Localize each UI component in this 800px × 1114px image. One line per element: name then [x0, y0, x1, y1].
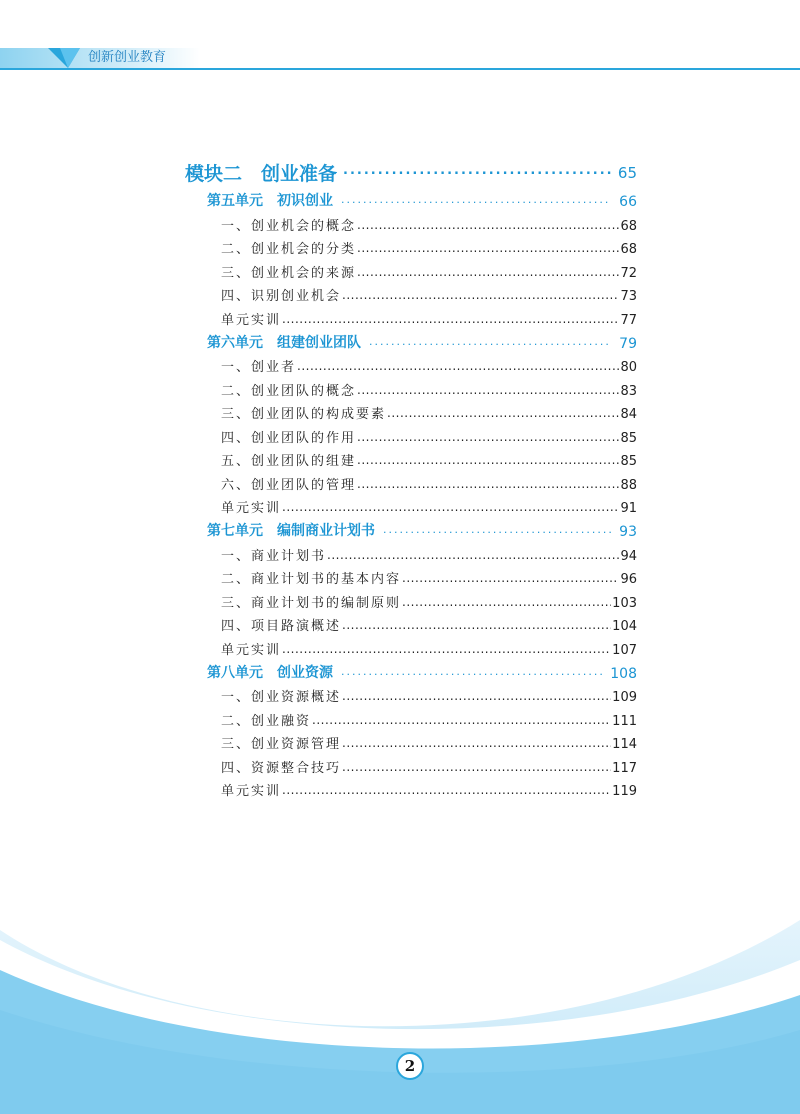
dot-leader	[402, 571, 619, 587]
dot-leader	[327, 548, 619, 564]
table-of-contents	[185, 150, 637, 799]
dot-leader	[342, 618, 611, 634]
item-title: 五、创业团队的组建	[221, 454, 357, 469]
header-divider	[0, 68, 800, 70]
item-title: 四、项目路演概述	[221, 619, 342, 634]
toc-item[interactable]	[221, 210, 637, 234]
item-page-number: 85	[620, 454, 637, 469]
dot-leader	[357, 218, 619, 234]
item-page-number: 72	[620, 265, 637, 281]
dot-leader	[342, 736, 611, 752]
item-title: 一、商业计划书	[221, 548, 327, 564]
dot-leader	[357, 383, 619, 399]
toc-item[interactable]	[221, 422, 637, 446]
toc-item[interactable]	[221, 752, 637, 776]
dot-leader	[282, 500, 619, 516]
item-title: 六、创业团队的管理	[221, 477, 357, 493]
item-title: 三、创业机会的来源	[221, 265, 357, 281]
item-title: 单元实训	[221, 784, 282, 799]
dot-leader	[282, 312, 619, 328]
unit-page-number: 79	[619, 335, 637, 352]
toc-item[interactable]	[221, 281, 637, 305]
chevron-down-icon	[46, 46, 82, 70]
toc-item[interactable]	[221, 682, 637, 706]
item-page-number: 73	[620, 289, 637, 304]
item-page-number: 111	[612, 713, 637, 729]
toc-unit-entry[interactable]	[207, 516, 637, 540]
toc-item[interactable]	[221, 729, 637, 753]
item-page-number: 88	[620, 477, 637, 493]
toc-item[interactable]	[221, 587, 637, 611]
toc-unit-entry[interactable]	[207, 658, 637, 682]
toc-item[interactable]	[221, 493, 637, 517]
item-title: 单元实训	[221, 642, 282, 658]
dot-leader	[357, 241, 619, 257]
unit-title: 第五单元 初识创业	[207, 193, 333, 209]
item-page-number: 104	[612, 619, 637, 634]
toc-unit-entry[interactable]	[207, 328, 637, 352]
page-number-badge: 2	[396, 1052, 424, 1080]
item-title: 二、创业机会的分类	[221, 242, 357, 257]
item-title: 一、创业资源概述	[221, 690, 342, 705]
dot-leader	[369, 335, 611, 352]
item-title: 一、创业者	[221, 360, 297, 375]
dot-leader	[357, 430, 619, 446]
item-page-number: 117	[612, 760, 637, 776]
item-title: 三、商业计划书的编制原则	[221, 595, 402, 611]
unit-page-number: 93	[619, 524, 637, 540]
item-title: 一、创业机会的概念	[221, 218, 357, 234]
unit-title: 第六单元 组建创业团队	[207, 334, 361, 351]
item-page-number: 83	[620, 383, 637, 399]
dot-leader	[341, 193, 611, 210]
toc-item[interactable]	[221, 469, 637, 493]
toc-item[interactable]	[221, 375, 637, 399]
dot-leader	[342, 689, 611, 705]
toc-item[interactable]	[221, 776, 637, 800]
dot-leader	[342, 760, 611, 776]
dot-leader	[402, 595, 611, 611]
dot-leader	[341, 665, 602, 682]
toc-item[interactable]	[221, 234, 637, 258]
dot-leader	[297, 359, 619, 375]
dot-leader	[357, 477, 619, 493]
toc-item[interactable]	[221, 352, 637, 376]
toc-item[interactable]	[221, 540, 637, 564]
footer-wave-decoration	[0, 900, 800, 1114]
item-page-number: 119	[612, 784, 637, 799]
toc-item[interactable]	[221, 611, 637, 635]
unit-title: 第八单元 创业资源	[207, 664, 333, 681]
item-page-number: 94	[620, 548, 637, 564]
module-title: 模块二 创业准备	[185, 163, 338, 185]
item-title: 四、创业团队的作用	[221, 430, 357, 446]
toc-item[interactable]	[221, 446, 637, 470]
item-title: 单元实训	[221, 312, 282, 328]
toc-item[interactable]	[221, 257, 637, 281]
dot-leader	[282, 642, 611, 658]
item-page-number: 68	[620, 242, 637, 257]
dot-leader	[342, 288, 619, 304]
toc-module-entry[interactable]	[185, 150, 637, 186]
item-page-number: 103	[612, 595, 637, 611]
page-header	[0, 48, 800, 72]
item-page-number: 91	[620, 501, 637, 516]
item-title: 四、资源整合技巧	[221, 760, 342, 776]
unit-page-number: 108	[610, 665, 637, 682]
item-page-number: 84	[620, 407, 637, 422]
dot-leader	[312, 713, 611, 729]
item-page-number: 107	[612, 642, 637, 658]
item-title: 三、创业团队的构成要素	[221, 407, 387, 422]
item-title: 四、识别创业机会	[221, 289, 342, 304]
toc-item[interactable]	[221, 304, 637, 328]
toc-item[interactable]	[221, 564, 637, 588]
unit-page-number: 66	[619, 194, 637, 210]
item-title: 二、创业团队的概念	[221, 383, 357, 399]
item-title: 二、商业计划书的基本内容	[221, 572, 402, 587]
dot-leader	[387, 406, 619, 422]
dot-leader	[357, 453, 619, 469]
toc-item[interactable]	[221, 705, 637, 729]
item-page-number: 114	[612, 737, 637, 752]
unit-title: 第七单元 编制商业计划书	[207, 523, 375, 539]
dot-leader	[383, 523, 611, 540]
item-title: 二、创业融资	[221, 713, 312, 729]
module-page-number: 65	[617, 164, 637, 182]
book-title: 创新创业教育	[88, 50, 167, 65]
toc-unit-entry[interactable]	[207, 186, 637, 210]
toc-item[interactable]	[221, 634, 637, 658]
item-title: 三、创业资源管理	[221, 737, 342, 752]
item-page-number: 85	[620, 430, 637, 446]
item-page-number: 77	[620, 312, 637, 328]
toc-item[interactable]	[221, 399, 637, 423]
item-title: 单元实训	[221, 501, 282, 516]
dot-leader	[343, 163, 612, 186]
item-page-number: 68	[620, 218, 637, 234]
item-page-number: 109	[612, 690, 637, 705]
dot-leader	[282, 783, 611, 799]
dot-leader	[357, 265, 619, 281]
item-page-number: 96	[620, 572, 637, 587]
item-page-number: 80	[620, 360, 637, 375]
